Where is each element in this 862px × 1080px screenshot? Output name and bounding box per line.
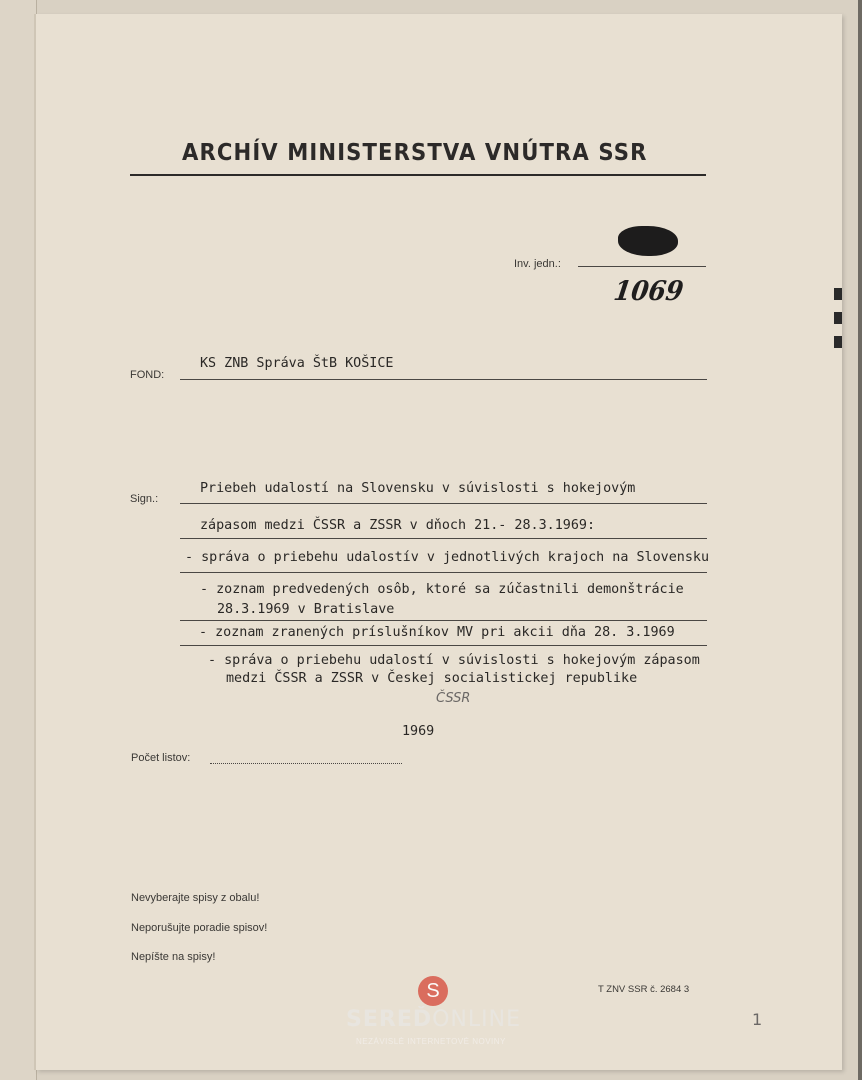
- edge-mark: [834, 336, 842, 348]
- sign-underline-2: [180, 538, 707, 539]
- document-page: [36, 14, 842, 1070]
- fond-label: FOND:: [130, 369, 165, 381]
- notice-1: Nevyberajte spisy z obalu!: [131, 892, 260, 904]
- notice-2: Neporušujte poradie spisov!: [131, 922, 268, 934]
- redaction-mark: [618, 226, 678, 256]
- sign-line-6: - zoznam zranených príslušníkov MV pri akcii dňa 28. 3.1969: [199, 625, 675, 640]
- fond-line: [180, 379, 707, 380]
- watermark-tagline: NEZÁVISLÉ INTERNETOVÉ NOVINY: [356, 1037, 506, 1046]
- watermark-brand-left: SEREĎ: [346, 1007, 433, 1032]
- handwritten-annotation: ČSSR: [436, 691, 471, 706]
- inventory-number: 1069: [611, 276, 686, 307]
- sign-line-1: Priebeh udalostí na Slovensku v súvislosti s hokejovým: [200, 481, 636, 496]
- sign-line-7: - správa o priebehu udalostí v súvislosti s hokejovým zápasom: [208, 653, 700, 668]
- watermark-brand: [346, 1007, 521, 1032]
- sign-line-5: 28.3.1969 v Bratislave: [217, 602, 395, 617]
- document-year: 1969: [402, 724, 435, 739]
- page-number: 1: [752, 1010, 763, 1029]
- title-underline: [130, 174, 706, 176]
- sign-underline-3: [180, 572, 707, 573]
- form-code: T ZNV SSR č. 2684 3: [598, 984, 690, 995]
- sign-underline-1: [180, 503, 707, 504]
- folder-spine: [0, 0, 37, 1080]
- edge-mark: [834, 312, 842, 324]
- sheet-count-line: [210, 763, 402, 764]
- notice-3: Nepíšte na spisy!: [131, 951, 216, 963]
- sign-line-2: zápasom medzi ČSSR a ZSSR v dňoch 21.- 28.3.1969:: [200, 518, 596, 533]
- sign-line-4: - zoznam predvedených osôb, ktoré sa zúčastnili demonštrácie: [200, 582, 684, 597]
- page-title: ARCHÍV MINISTERSTVA VNÚTRA SSR: [182, 140, 648, 166]
- sign-underline-5: [180, 645, 707, 646]
- inventory-label: Inv. jedn.:: [514, 258, 561, 270]
- watermark-brand-right: ONLINE: [432, 1007, 521, 1032]
- logo-icon: S: [418, 976, 448, 1006]
- fond-value: KS ZNB Správa ŠtB KOŠICE: [200, 356, 394, 371]
- sign-underline-4: [180, 620, 707, 621]
- sign-line-3: - správa o priebehu udalostív v jednotlivých krajoch na Slovensku: [185, 550, 710, 565]
- inventory-line: [578, 266, 706, 267]
- sheet-count-label: Počet listov:: [131, 752, 191, 764]
- sign-line-8: medzi ČSSR a ZSSR v Českej socialistickej republike: [226, 671, 638, 686]
- sign-label: Sign.:: [130, 493, 159, 505]
- edge-mark: [834, 288, 842, 300]
